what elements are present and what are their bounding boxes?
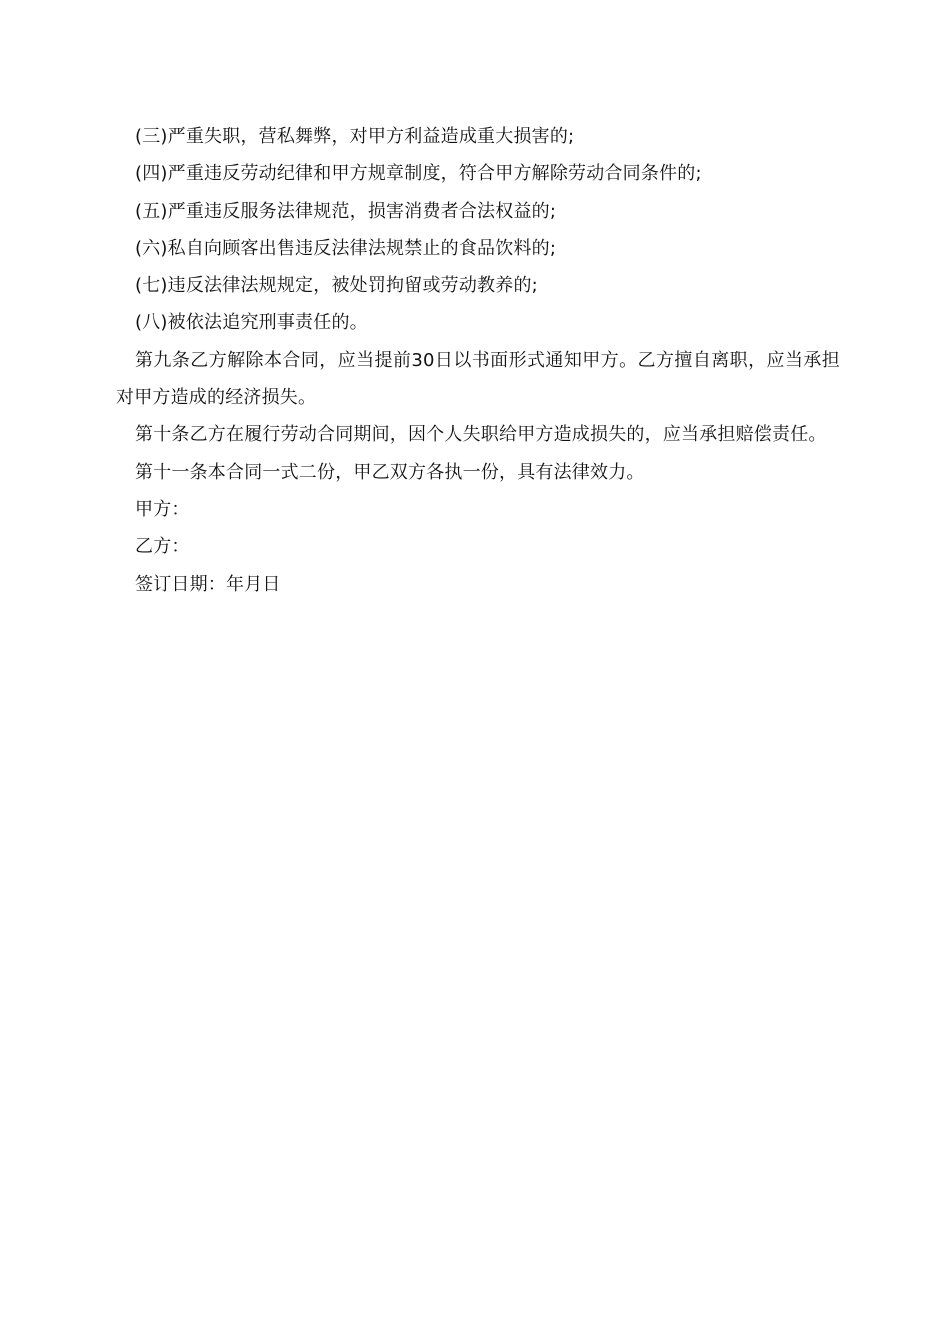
party-b-signature-line: 乙方： — [135, 536, 190, 558]
clause-item: (五)严重违反服务法律规范，损害消费者合法权益的; — [135, 200, 557, 222]
party-a-signature-line: 甲方： — [135, 498, 190, 520]
clause-item: (四)严重违反劳动纪律和甲方规章制度，符合甲方解除劳动合同条件的; — [135, 163, 702, 185]
article-10: 第十条乙方在履行劳动合同期间，因个人失职给甲方造成损失的，应当承担赔偿责任。 — [135, 424, 827, 446]
article-11: 第十一条本合同一式二份，甲乙双方各执一份，具有法律效力。 — [135, 461, 645, 483]
clause-item: (三)严重失职，营私舞弊，对甲方利益造成重大损害的; — [135, 126, 575, 147]
article-9: 第九条乙方解除本合同，应当提前30日以书面形式通知甲方。乙方擅自离职，应当承担对甲方造成的经济损失。 — [116, 349, 840, 409]
clause-item: (七)违反法律法规规定，被处罚拘留或劳动教养的; — [135, 275, 538, 297]
document-body — [116, 118, 840, 603]
signing-date-line: 签订日期：年月日 — [135, 573, 281, 595]
clause-item: (六)私自向顾客出售违反法律法规禁止的食品饮料的; — [135, 237, 557, 259]
clause-item: (八)被依法追究刑事责任的。 — [135, 312, 368, 334]
